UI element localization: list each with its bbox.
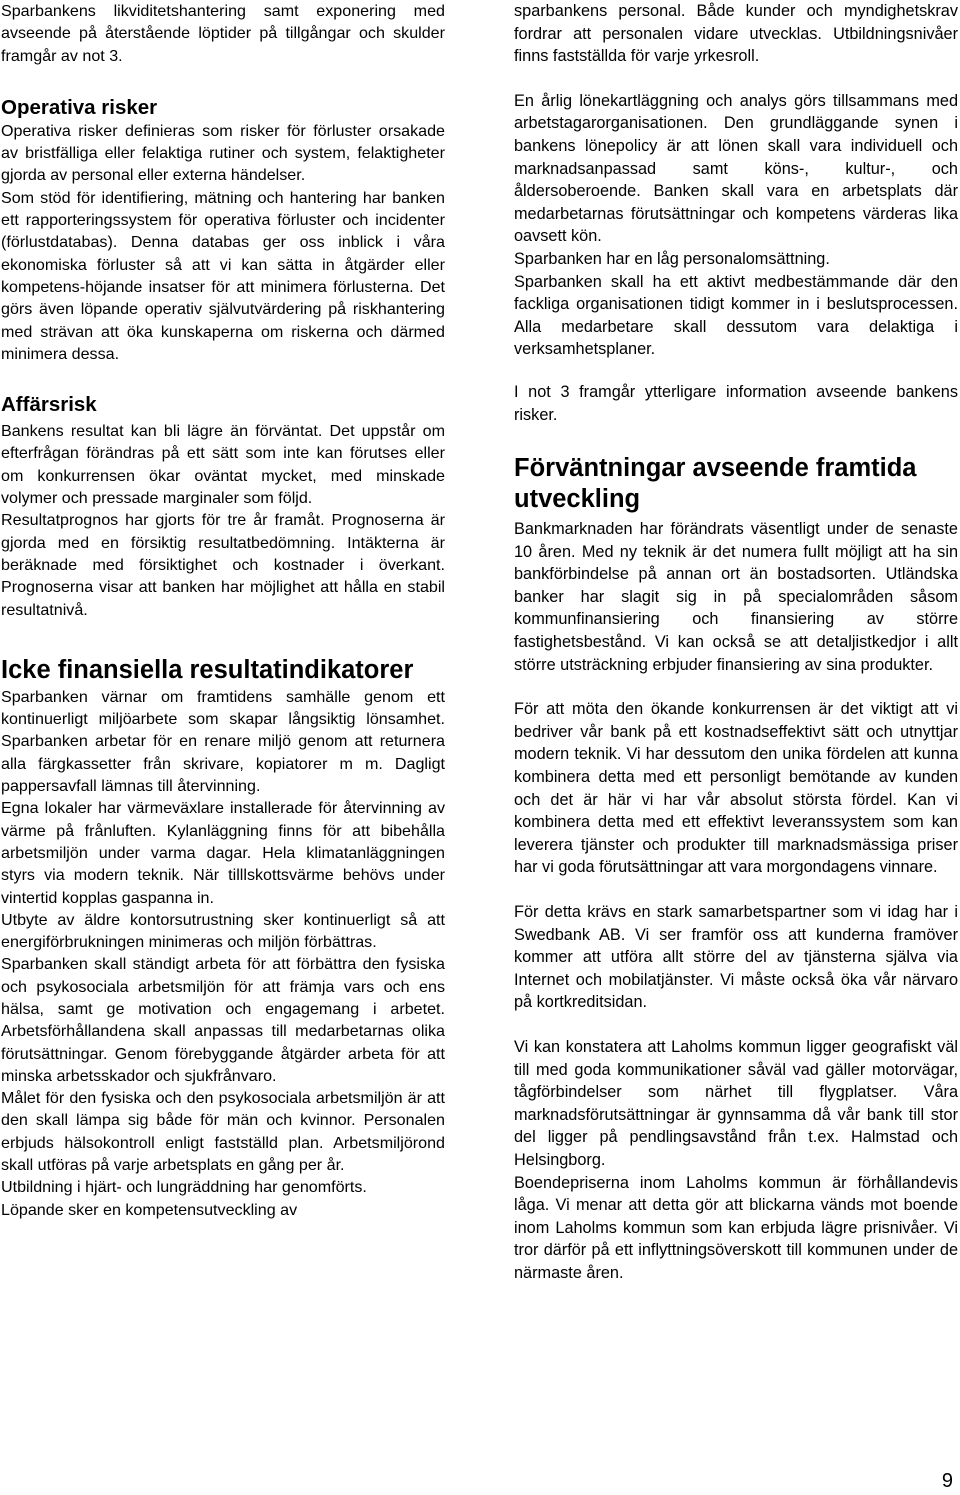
forvantningar-paragraph-5: Boendepriserna inom Laholms kommun är förhållandevis låga. Vi menar att detta gör att blickarna vänds mot boende inom Laholms kommun som kan erbjuda lägre prisnivåer. Vi tror därför på ett inflyttningsöverskott till kommunen under de närmaste åren. (514, 1173, 958, 1282)
icke-finansiella-paragraph-7: Löpande sker en kompetensutveckling av (1, 1200, 298, 1219)
heading-affarsrisk: Affärsrisk (1, 393, 97, 417)
heading-operativa-risker: Operativa risker (1, 95, 158, 119)
forvantningar-paragraph-1: Bankmarknaden har förändrats väsentligt under de senaste 10 åren. Med ny teknik är det numera fullt möjligt att ha sin bankförbindelse på annan ort än bostadsorten. Utländska banker har slagit sig in på specialområden såsom kommunfinansiering och finansiering av större fastighetsbestånd. Vi kan också se att detaljistkedjor i allt större utsträckning erbjuder finansiering av sina produkter. (514, 520, 958, 674)
page-number: 9 (941, 1470, 953, 1492)
intro-paragraph: Sparbankens likviditetshantering samt exponering med avseende på återstående löptider på tillgångar och skulder framgår av not 3. (1, 2, 445, 65)
operativa-risker-paragraph-2: Som stöd för identifiering, mätning och hantering har banken ett rapporteringssystem för operativa förluster och incidenter (förlustdatabas). Denna databas ger oss inblick i våra ekonomiska förluster så att vi kan sätta in åtgärder eller kompetens-höjande insatser för att minimera förlusterna. Det görs även löpande operativ självutvärdering på riskhantering med strävan att öka kunskaperna om riskerna och därmed minimera dessa. (1, 188, 445, 363)
icke-finansiella-paragraph-1: Sparbanken värnar om framtidens samhälle genom ett kontinuerligt miljöarbete som skapar långsiktig lönsamhet. Sparbanken arbetar för en renare miljö genom att returnera alla färgkassetter från skrivare, kopiatorer m m. Dagligt pappersavfall lämnas till återvinning. (1, 687, 445, 796)
affarsrisk-paragraph-1: Bankens resultat kan bli lägre än förväntat. Det uppstår om efterfrågan förändras på ett sätt som inte kan förutses eller om konkurrensen ökar oväntat mycket, med minskade volymer och pressade marginaler som följd. (1, 422, 445, 508)
medbestammande-paragraph: Sparbanken skall ha ett aktivt medbestämmande där den fackliga organisationen tidigt kommer in i beslutsprocessen. Alla medarbetare skall dessutom vara delaktiga i verksamhetsplaner. (514, 272, 958, 359)
right-column (514, 0, 958, 1285)
lonekartlaggning-paragraph: En årlig lönekartläggning och analys görs tillsammans med arbetstagarorganisationen. Den grundläggande synen i bankens lönepolicy är att lönen skall vara individuell och marknadsanpassad samt köns-, kultur-, och åldersoberoende. Banken skall vara en arbetsplats där medarbetarnas förutsättningar och kompetens värderas lika oavsett kön. (514, 91, 958, 246)
forvantningar-paragraph-4: Vi kan konstatera att Laholms kommun ligger geografiskt väl till med goda kommunikationer såväl vad gäller motorvägar, tågförbindelser som närhet till flygplatser. Våra marknadsförutsättningar är gynnsamma då vår bank till stor del ligger på pendlingsavstånd från t.ex. Halmstad och Helsingborg. (514, 1037, 958, 1169)
icke-finansiella-paragraph-3: Utbyte av äldre kontorsutrustning sker kontinuerligt så att energiförbrukningen minimeras och miljön förbättras. (1, 910, 445, 952)
icke-finansiella-paragraph-4: Sparbanken skall ständigt arbeta för att förbättra den fysiska och psykosociala arbetsmiljön för att främja vars och ens hälsa, samt ge motivation och engagemang i arbetet. Arbetsförhållandena skall anpassas till medarbetarnas olika förutsättningar. Genom förebyggande åtgärder arbeta för att minska arbetsskador och sjukfrånvaro. (1, 955, 445, 1085)
forvantningar-paragraph-2: För att möta den ökande konkurrensen är det viktigt att vi bedriver vår bank på ett kostnadseffektivt sätt och utnyttjar modern teknik. Vi har dessutom den unika fördelen att kunna kombinera detta med ett personligt bemötande av kunden och det är här vi har vår absolut största fördel. Kan vi kombinera detta med ett effektivt leveranssystem som kan leverera tjänster och produkter till marknadsmässiga priser har vi goda förutsättningar att vara morgondagens vinnare. (514, 700, 958, 877)
continuation-paragraph: sparbankens personal. Både kunder och myndighetskrav fordrar att personalen vidare utvecklas. Utbildningsnivåer finns fastställda för varje yrkesroll. (514, 2, 958, 66)
affarsrisk-paragraph-2: Resultatprognos har gjorts för tre år framåt. Prognoserna är gjorda med en försiktig resultatbedömning. Intäkterna är beräknade med försiktighet och kostnader i överkant. Prognoserna visar att banken har möjlighet att hålla en stabil resultatnivå. (1, 511, 445, 619)
heading-icke-finansiella: Icke finansiella resultatindikatorer (1, 655, 414, 684)
icke-finansiella-paragraph-6: Utbildning i hjärt- och lungräddning har genomförts. (1, 1178, 367, 1197)
personalomsattning-paragraph: Sparbanken har en låg personalomsättning. (514, 249, 830, 268)
not3-paragraph: I not 3 framgår ytterligare information avseende bankens risker. (514, 382, 958, 424)
icke-finansiella-paragraph-2: Egna lokaler har värmeväxlare installerade för återvinning av värme på frånluften. Kylanläggning finns för att bibehålla arbetsmiljön under varma dagar. Hela klimatanläggningen styrs via modern teknik. När tilllskottsvärme behövs under vintertid kopplas gaspanna in. (1, 799, 445, 907)
icke-finansiella-paragraph-5: Målet för den fysiska och den psykosociala arbetsmiljön är att den skall lämpa sig både för män och kvinnor. Personalen erbjuds hälsokontroll enligt fastställd plan. Arbetsmiljörond skall utföras på varje arbetsplats en gång per år. (1, 1089, 445, 1175)
operativa-risker-paragraph-1: Operativa risker definieras som risker för förluster orsakade av bristfälliga eller felaktiga rutiner och system, felaktigheter gjorda av personal eller externa händelser. (1, 121, 445, 185)
forvantningar-paragraph-3: För detta krävs en stark samarbetspartner som vi idag har i Swedbank AB. Vi ser framför oss att kunderna framöver kommer att utföra allt större del av tjänsterna själva via Internet och mobilatjänster. Vi måste också öka vår närvaro på kortkreditsidan. (514, 903, 958, 1012)
left-column (1, 0, 445, 1221)
heading-forvantningar: Förväntningar avseende framtida utveckling (514, 454, 917, 514)
